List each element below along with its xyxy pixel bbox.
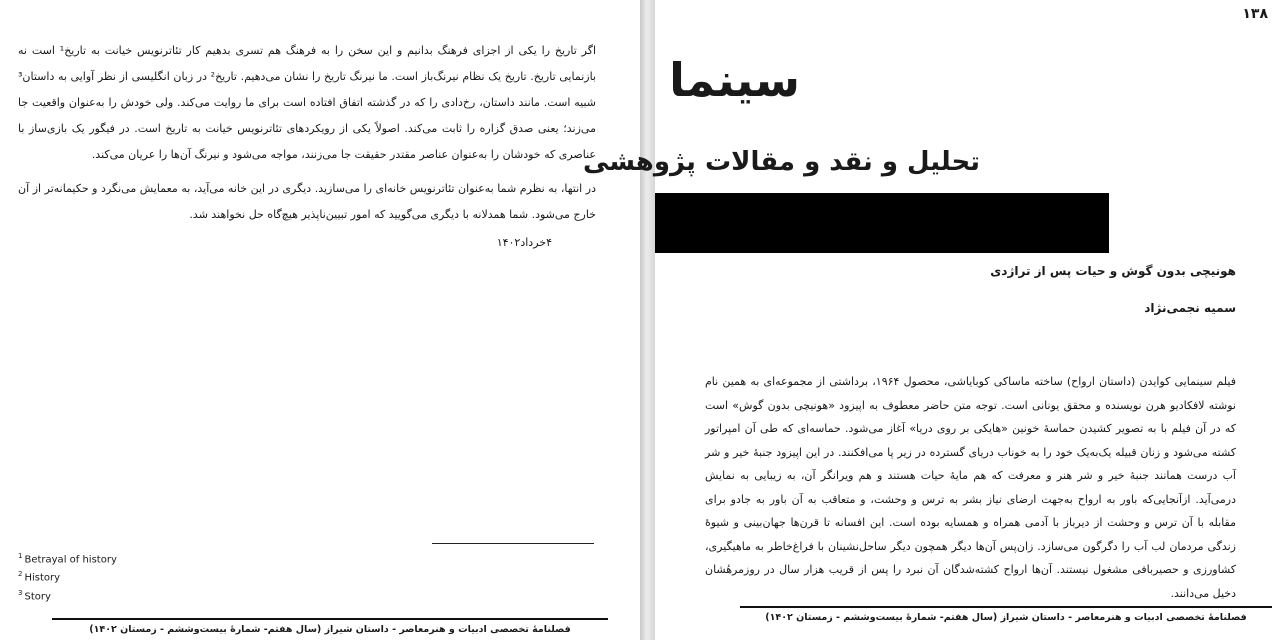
footnote-text: Story <box>24 590 51 602</box>
page-number: ۱۳۸ <box>1242 6 1268 22</box>
footnote-item <box>18 567 117 585</box>
article-author: سمیه نجمی‌نژاد <box>1144 301 1236 315</box>
footnote-text: History <box>24 572 61 584</box>
page-footer: فصلنامهٔ تخصصی ادبیات و هنرمعاصر - داستان شیراز (سال هفتم- شمارهٔ بیست‌وششم - زمستان ۱۴۰۲) <box>89 624 571 635</box>
book-gutter <box>640 0 655 640</box>
article-date: ۴خرداد۱۴۰۲ <box>496 236 552 249</box>
footnote-text: Betrayal of history <box>24 554 117 566</box>
footnote-number: 3 <box>18 588 23 597</box>
right-page <box>583 0 1280 640</box>
footer-rule <box>740 606 1272 608</box>
section-title: سینما <box>669 53 800 107</box>
footer-rule <box>52 618 608 620</box>
footnote-number: 1 <box>18 552 23 560</box>
footnote-number: 2 <box>18 570 23 579</box>
left-body-text <box>18 38 596 228</box>
footnote-item <box>18 586 117 604</box>
footnotes <box>18 549 117 604</box>
left-paragraph-1: اگر تاریخ را یکی از اجزای فرهنگ بدانیم و این سخن را به فرهنگ هم تسری بدهیم کار تئاترنویس خیانت به تاریخ¹ است نه بازنمایی تاریخ. تاریخ یک نظام نیرنگ‌باز است. ما نیرنگ تاریخ را نشان می‌دهیم. تاریخ² در زبان انگلیسی از نظر آوایی به داستان³ شبیه است. مانند داستان، رخ‌دادی را که در گذشته اتفاق افتاده است برای ما روایت می‌کند. ولی خودش را به‌عنوان واقعیت جا می‌زند؛ یعنی صدق گزاره را ثابت می‌کند. اصولاً یکی از رویکردهای تئاترنویس خیانت به تاریخ است. در فیگور یک بازی‌ساز با عناصری که خودشان را به‌عنوان عناصر مقتدر حقیقت جا می‌زنند، مواجه می‌شود و نیرنگ آن‌ها را عریان می‌کند. <box>18 44 596 161</box>
footnote-item <box>18 549 117 567</box>
footnote-rule <box>432 543 594 544</box>
decorative-black-bar <box>655 193 1109 253</box>
page-footer: فصلنامهٔ تخصصی ادبیات و هنرمعاصر - داستان شیراز (سال هفتم- شمارهٔ بیست‌وششم - زمستان ۱۴۰۲) <box>765 612 1247 623</box>
right-body-text <box>705 370 1236 605</box>
left-paragraph-2: در انتها، به نظرم شما به‌عنوان تئاترنویس خانه‌ای را می‌سازید. دیگری در این خانه می‌آید، به معمایش می‌نگرد و حکیمانه‌تر از آن خارج می‌شود. شما همدلانه با دیگری می‌گویید که امور تبیین‌ناپذیر هیچ‌گاه حل نخواهند شد. <box>18 182 596 221</box>
article-title: هونیچی بدون گوش و حیات پس از تراژدی <box>990 264 1236 278</box>
section-subtitle: تحلیل و نقد و مقالات پژوهشی <box>583 147 980 177</box>
right-paragraph-1: فیلم سینمایی کوایدن (داستان ارواح) ساخته ماساکی کوبایاشی، محصول ۱۹۶۴، برداشتی از مجموعه‌ای به همین نام نوشته لافکادیو هرن نویسنده و محقق یونانی است. توجه متن حاضر معطوف به اپیزود «هونیچی بدون گوش» است که در آن فیلم با به تصویر کشیدن حماسهٔ خونین «هایکی بر روی دریا» آغاز می‌شود. حماسه‌ای که طی آن امپراتور کشته می‌شود و زنان قبیله یک‌به‌یک خود را به خوناب دریای گسترده در زیر پا می‌افکنند. در این اپیزود جنبهٔ خیر و شر آب درست همانند جنبهٔ خیر و شر هنر و معرفت که هم مایهٔ حیات هستند و هم ویرانگر آن، به زیبایی به نمایش درمی‌آید. ازآنجایی‌که باور به ارواح به‌جهت ارضای نیاز بشر به ترس و وحشت، و متعاقب به آن باور به جادو برای مقابله با آن ترس و وحشت از دیرباز با آدمی همراه و همسایه بوده است. این افسانه تا قرن‌ها جهان‌بینی و شیوهٔ زندگی مردمان لب آب را دگرگون می‌سازد. زان‌پس آن‌ها دیگر همچون دیگر ساحل‌نشینان با فراغ‌خاطر به ماهیگیری، کشاورزی و حصیربافی مشغول نیستند. آن‌ها ارواح کشته‌شدگان آن نبرد را پس از قریب هزار سال در روزمرهٔشان دخیل می‌دانند. <box>705 375 1236 600</box>
